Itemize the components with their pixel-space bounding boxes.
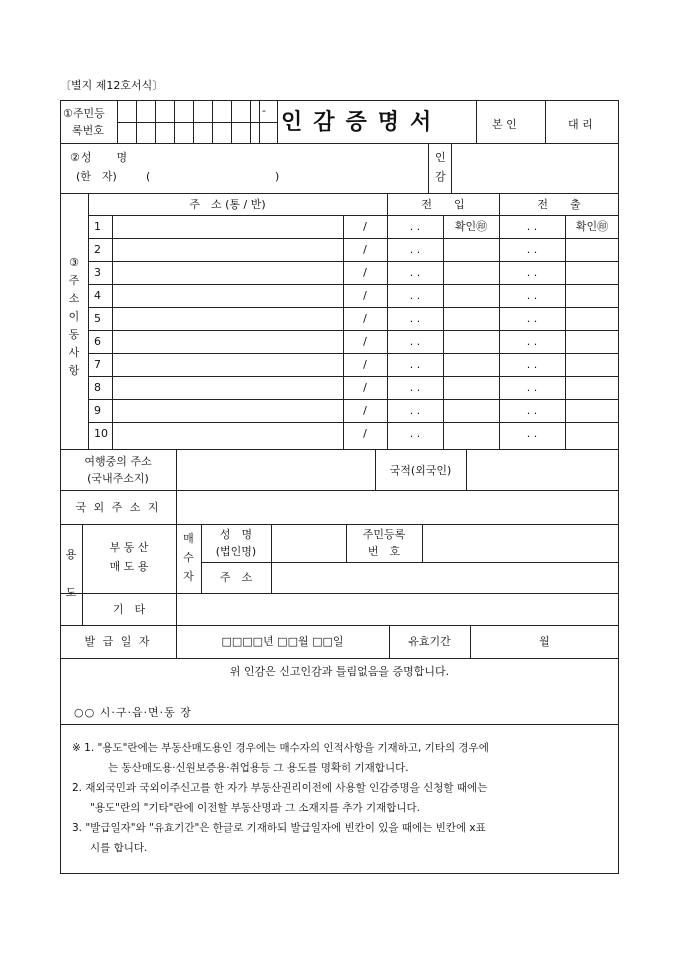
col-address: 주 소 (통 / 반) <box>189 198 266 211</box>
row-moveout-date: . . <box>526 358 538 371</box>
nationality-label: 국적(외국인) <box>389 464 452 477</box>
row-slash: / <box>363 381 367 394</box>
other-label: 기 타 <box>112 603 146 616</box>
real-estate-label: 부 동 산 <box>109 541 149 554</box>
row-number: 7 <box>94 358 101 371</box>
foreign-address-label: 국 외 주 소 지 <box>75 501 161 514</box>
row-number: 2 <box>94 243 101 256</box>
section-label-char: 주 <box>68 274 80 287</box>
row-number: 8 <box>94 381 101 394</box>
usage-label-2: 도 <box>65 586 77 599</box>
rrn-dash: - <box>262 104 266 117</box>
issue-date-label: 발 급 일 자 <box>84 635 152 648</box>
row-slash: / <box>363 404 367 417</box>
row-movein-date: . . <box>409 381 421 394</box>
row-movein-date: . . <box>409 243 421 256</box>
row-movein-date: . . <box>409 220 421 233</box>
form-reference: 〔별지 제12호서식〕 <box>60 79 164 92</box>
moveout-confirm-label: 확인㊞ <box>575 220 609 233</box>
note-3-cont: 시를 합니다. <box>90 842 148 854</box>
proxy-label: 대 리 <box>568 118 593 131</box>
section-label-num: ③ <box>69 256 79 269</box>
rrn-label: ①주민등 <box>63 107 105 120</box>
row-movein-date: . . <box>409 312 421 325</box>
row-movein-date: . . <box>409 404 421 417</box>
hanja-paren-open: ( <box>146 170 151 183</box>
row-slash: / <box>363 312 367 325</box>
certificate-form <box>60 100 619 874</box>
buyer-name-label-2: (법인명) <box>215 545 257 558</box>
row-number: 3 <box>94 266 101 279</box>
row-movein-date: . . <box>409 266 421 279</box>
row-movein-date: . . <box>409 358 421 371</box>
row-slash: / <box>363 220 367 233</box>
row-movein-date: . . <box>409 289 421 302</box>
row-moveout-date: . . <box>526 312 538 325</box>
hanja-paren-close: ) <box>275 170 280 183</box>
seal-label-2: 감 <box>435 170 446 183</box>
issue-date-template: □□□□년 □□월 □□일 <box>221 635 344 648</box>
buyer-rrn-label: 주민등록 <box>362 528 406 541</box>
seal-label-1: 인 <box>435 151 446 164</box>
issuing-office: ○○ 시·구·읍·면·동 장 <box>74 706 192 719</box>
section-label-char: 이 <box>68 310 80 323</box>
travel-label-2: (국내주소지) <box>87 472 149 485</box>
buyer-rrn-label-2: 번 호 <box>367 545 401 558</box>
col-movein: 전 입 <box>421 198 465 211</box>
buyer-address-label: 주 소 <box>219 571 253 584</box>
row-number: 9 <box>94 404 101 417</box>
usage-label-1: 용 <box>65 548 77 561</box>
hanja-label: (한 자) <box>76 170 117 183</box>
buyer-label-1: 매 <box>183 532 194 545</box>
rrn-label-2: 록번호 <box>72 124 104 137</box>
note-1: ※ 1. "용도"란에는 부동산매도용인 경우에는 매수자의 인적사항을 기재하고, 기타의 경우에 <box>72 742 489 754</box>
buyer-label-2: 수 <box>183 551 194 564</box>
page-title: 인감증명서 <box>281 109 443 135</box>
row-slash: / <box>363 266 367 279</box>
row-number: 10 <box>94 427 108 440</box>
row-movein-date: . . <box>409 335 421 348</box>
section-label-char: 소 <box>68 292 80 305</box>
row-slash: / <box>363 358 367 371</box>
movein-confirm-label: 확인㊞ <box>454 220 488 233</box>
row-slash: / <box>363 243 367 256</box>
validity-label: 유효기간 <box>408 635 451 648</box>
row-moveout-date: . . <box>526 289 538 302</box>
note-1-cont: 는 동산매도용·신원보증용·취업용등 그 용도를 명확히 기재합니다. <box>108 762 409 774</box>
note-2-cont: "용도"란의 "기타"란에 이전할 부동산명과 그 소재지를 추가 기재합니다. <box>90 802 421 814</box>
row-moveout-date: . . <box>526 266 538 279</box>
self-label: 본 인 <box>492 118 517 131</box>
row-moveout-date: . . <box>526 404 538 417</box>
row-slash: / <box>363 335 367 348</box>
travel-label: 여행중의 주소 <box>84 455 152 468</box>
row-number: 5 <box>94 312 101 325</box>
row-moveout-date: . . <box>526 335 538 348</box>
note-2: 2. 재외국민과 국외이주신고를 한 자가 부동산권리이전에 사용할 인감증명을 신청할 때에는 <box>72 782 488 794</box>
name-label: ②성 명 <box>70 151 129 164</box>
section-label-char: 항 <box>68 364 80 377</box>
real-estate-label-2: 매 도 용 <box>109 560 149 573</box>
row-number: 1 <box>94 220 101 233</box>
row-slash: / <box>363 427 367 440</box>
note-3: 3. "발급일자"와 "유효기간"은 한글로 기재하되 발급일자에 빈칸이 있을 때에는 빈칸에 x표 <box>72 822 486 834</box>
row-moveout-date: . . <box>526 427 538 440</box>
section-label-char: 동 <box>68 328 80 341</box>
buyer-name-label: 성 명 <box>219 528 253 541</box>
row-movein-date: . . <box>409 427 421 440</box>
section-label-char: 사 <box>68 346 80 359</box>
row-number: 6 <box>94 335 101 348</box>
row-slash: / <box>363 289 367 302</box>
validity-month: 월 <box>539 635 550 648</box>
row-moveout-date: . . <box>526 381 538 394</box>
certification-statement: 위 인감은 신고인감과 틀림없음을 증명합니다. <box>229 665 450 678</box>
row-number: 4 <box>94 289 101 302</box>
row-moveout-date: . . <box>526 243 538 256</box>
row-moveout-date: . . <box>526 220 538 233</box>
buyer-label-3: 자 <box>183 570 194 583</box>
col-moveout: 전 출 <box>537 198 581 211</box>
